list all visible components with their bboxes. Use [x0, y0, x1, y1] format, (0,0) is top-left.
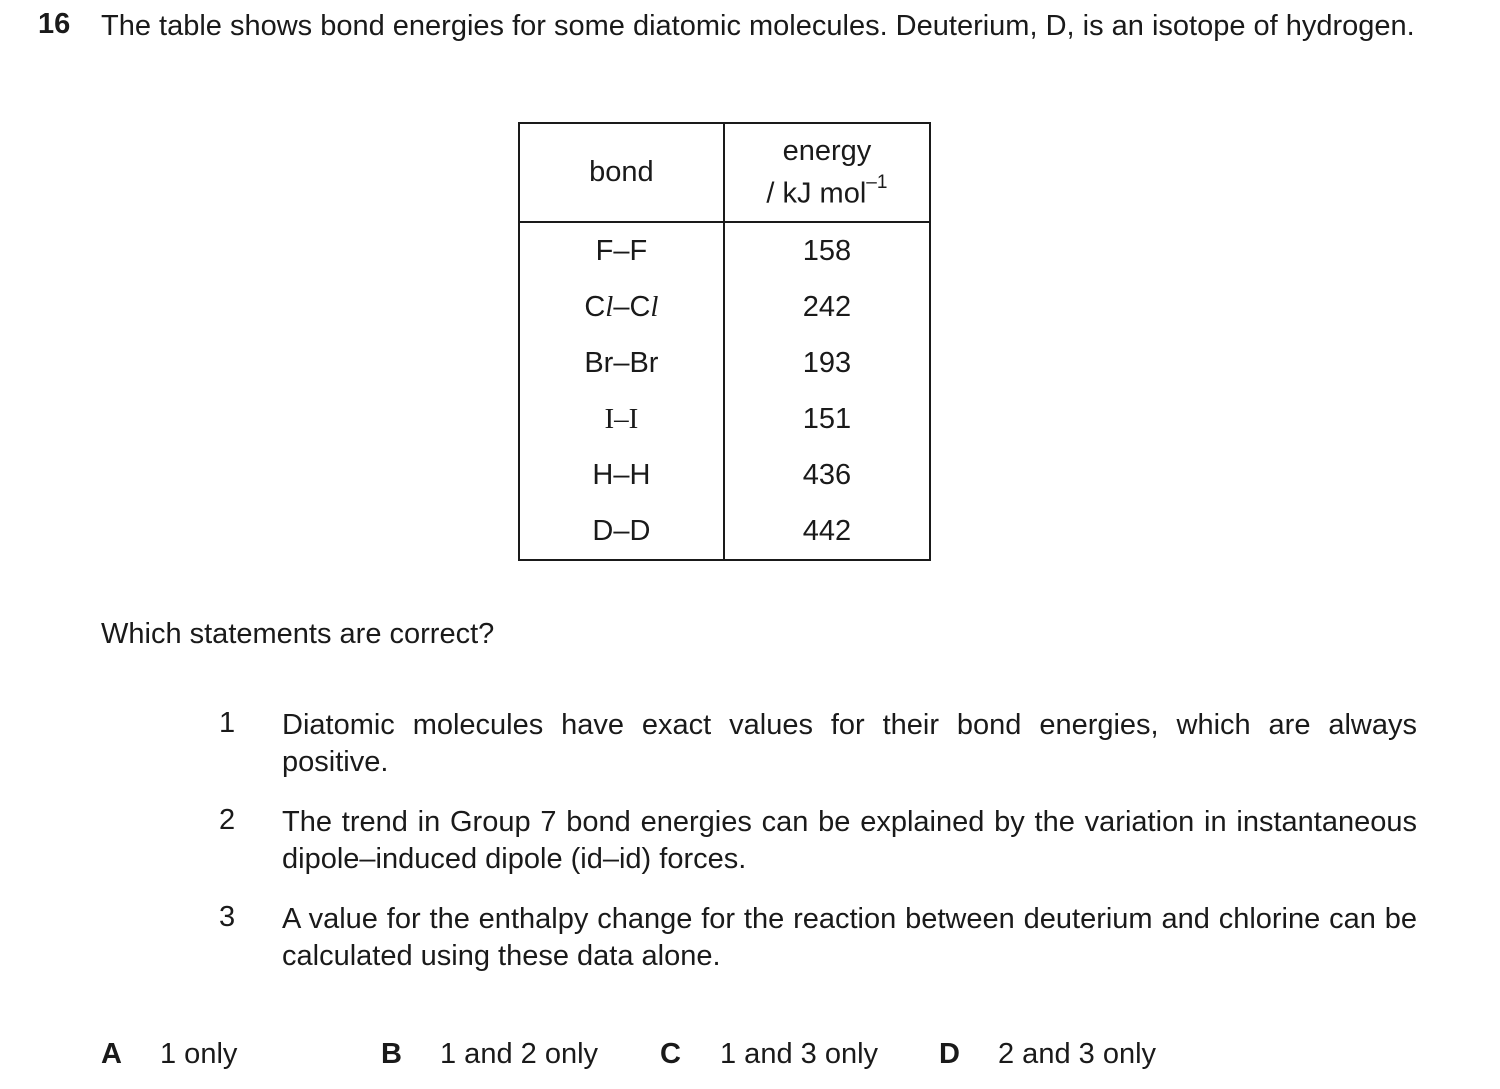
- table-row: [519, 222, 930, 279]
- question-stem: The table shows bond energies for some diatomic molecules. Deuterium, D, is an isotope of hydrogen.: [101, 10, 1415, 42]
- energy-cell: 193: [724, 335, 930, 391]
- bond-cell: H–H: [519, 447, 724, 503]
- bond-cell: D–D: [519, 503, 724, 560]
- header-energy-unit-sup: –1: [866, 171, 888, 193]
- option-b-letter[interactable]: B: [381, 1038, 402, 1070]
- question-number: 16: [38, 8, 71, 40]
- option-c-letter[interactable]: C: [660, 1038, 681, 1070]
- statement-number: 3: [219, 901, 236, 933]
- bond-cell: Cl–Cl: [519, 279, 724, 335]
- bond-cell: I–I: [519, 391, 724, 447]
- table-row: [519, 279, 930, 335]
- energy-cell: 436: [724, 447, 930, 503]
- header-energy-unit-text: / kJ mol: [766, 177, 867, 210]
- table-row: [519, 447, 930, 503]
- table-row: [519, 335, 930, 391]
- statement-number: 2: [219, 804, 236, 836]
- bond-cell: Br–Br: [519, 335, 724, 391]
- energy-cell: 442: [724, 503, 930, 560]
- bond-energy-table-container: [518, 122, 931, 561]
- table-header-row: [519, 123, 930, 222]
- option-b-text[interactable]: 1 and 2 only: [440, 1038, 599, 1070]
- header-energy-unit: [766, 169, 887, 212]
- bond-energy-table: [518, 122, 931, 561]
- option-c-text[interactable]: 1 and 3 only: [720, 1038, 879, 1070]
- table-row: [519, 503, 930, 560]
- energy-cell: 151: [724, 391, 930, 447]
- header-bond: bond: [519, 123, 724, 222]
- header-energy-line1: energy: [782, 134, 872, 167]
- option-a-text[interactable]: 1 only: [160, 1038, 238, 1070]
- statement-text: A value for the enthalpy change for the reaction between deuterium and chlorine can be calculated using these data alone.: [282, 903, 1417, 972]
- option-a-letter[interactable]: A: [101, 1038, 122, 1070]
- statement-text: Diatomic molecules have exact values for their bond energies, which are always positive.: [282, 709, 1417, 778]
- bond-cell: F–F: [519, 222, 724, 279]
- table-row: [519, 391, 930, 447]
- question-prompt: Which statements are correct?: [101, 618, 495, 650]
- energy-cell: 158: [724, 222, 930, 279]
- energy-cell: 242: [724, 279, 930, 335]
- header-energy: [724, 123, 930, 222]
- statement-text: The trend in Group 7 bond energies can be explained by the variation in instantaneous dipole–induced dipole (id–id) forces.: [282, 806, 1417, 875]
- option-d-letter[interactable]: D: [939, 1038, 960, 1070]
- option-d-text[interactable]: 2 and 3 only: [998, 1038, 1157, 1070]
- statement-number: 1: [219, 707, 236, 739]
